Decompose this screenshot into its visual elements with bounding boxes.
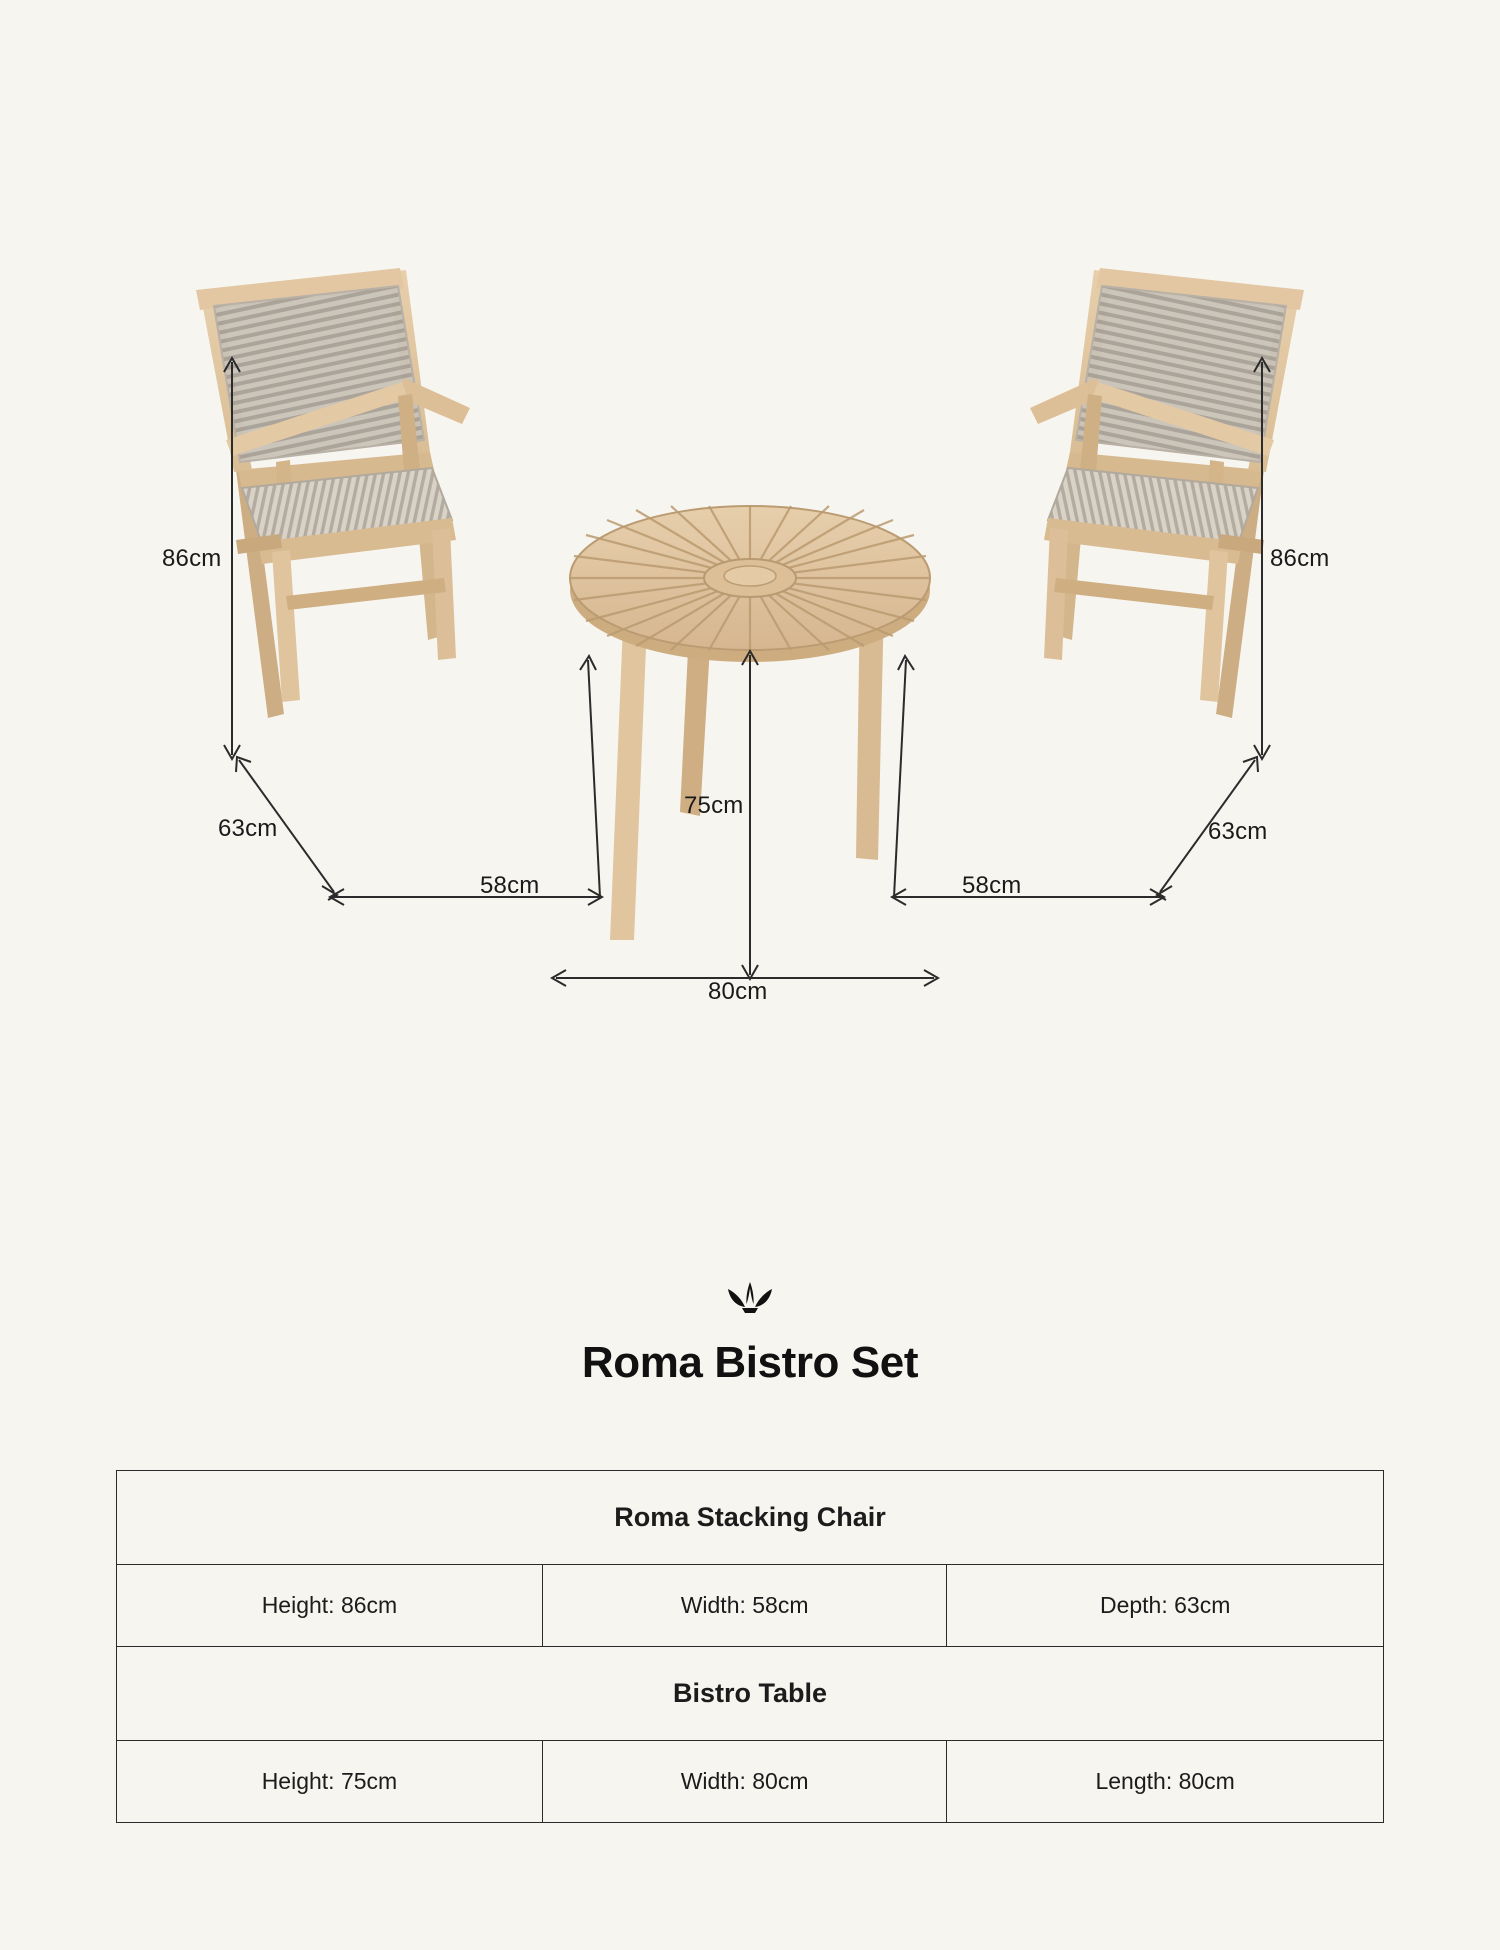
cell-chair-height: Height: 86cm [117,1565,543,1647]
dimension-label-chair-left-depth: 63cm [218,815,278,842]
table-row-section-chair [117,1471,1384,1565]
page-title: Roma Bistro Set [581,1338,919,1387]
crown-leaf-icon [722,1280,778,1316]
dimension-label-chair-right-depth: 63cm [1208,818,1268,845]
dimension-label-chair-right-height: 86cm [1270,545,1330,572]
dimension-label-table-height: 75cm [684,792,744,819]
chair-left-illustration [196,268,470,718]
dimension-label-chair-left-height: 86cm [162,545,222,572]
dimension-label-chair-left-width: 58cm [480,872,540,899]
cell-chair-width: Width: 58cm [542,1565,946,1647]
cell-table-height: Height: 75cm [117,1741,543,1823]
section-header-table: Bistro Table [117,1647,1384,1741]
cell-table-length: Length: 80cm [947,1741,1384,1823]
cell-table-width: Width: 80cm [542,1741,946,1823]
table-row-section-table [117,1647,1384,1741]
table-row-table-dimensions [117,1741,1384,1823]
cell-chair-depth: Depth: 63cm [947,1565,1384,1647]
specification-table [116,1470,1384,1823]
section-header-chair: Roma Stacking Chair [117,1471,1384,1565]
dimension-label-table-width: 80cm [708,978,768,1005]
brand-block [0,1280,1500,1388]
dimension-lines [224,358,1270,986]
dimension-label-chair-right-width: 58cm [962,872,1022,899]
table-row-chair-dimensions [117,1565,1384,1647]
